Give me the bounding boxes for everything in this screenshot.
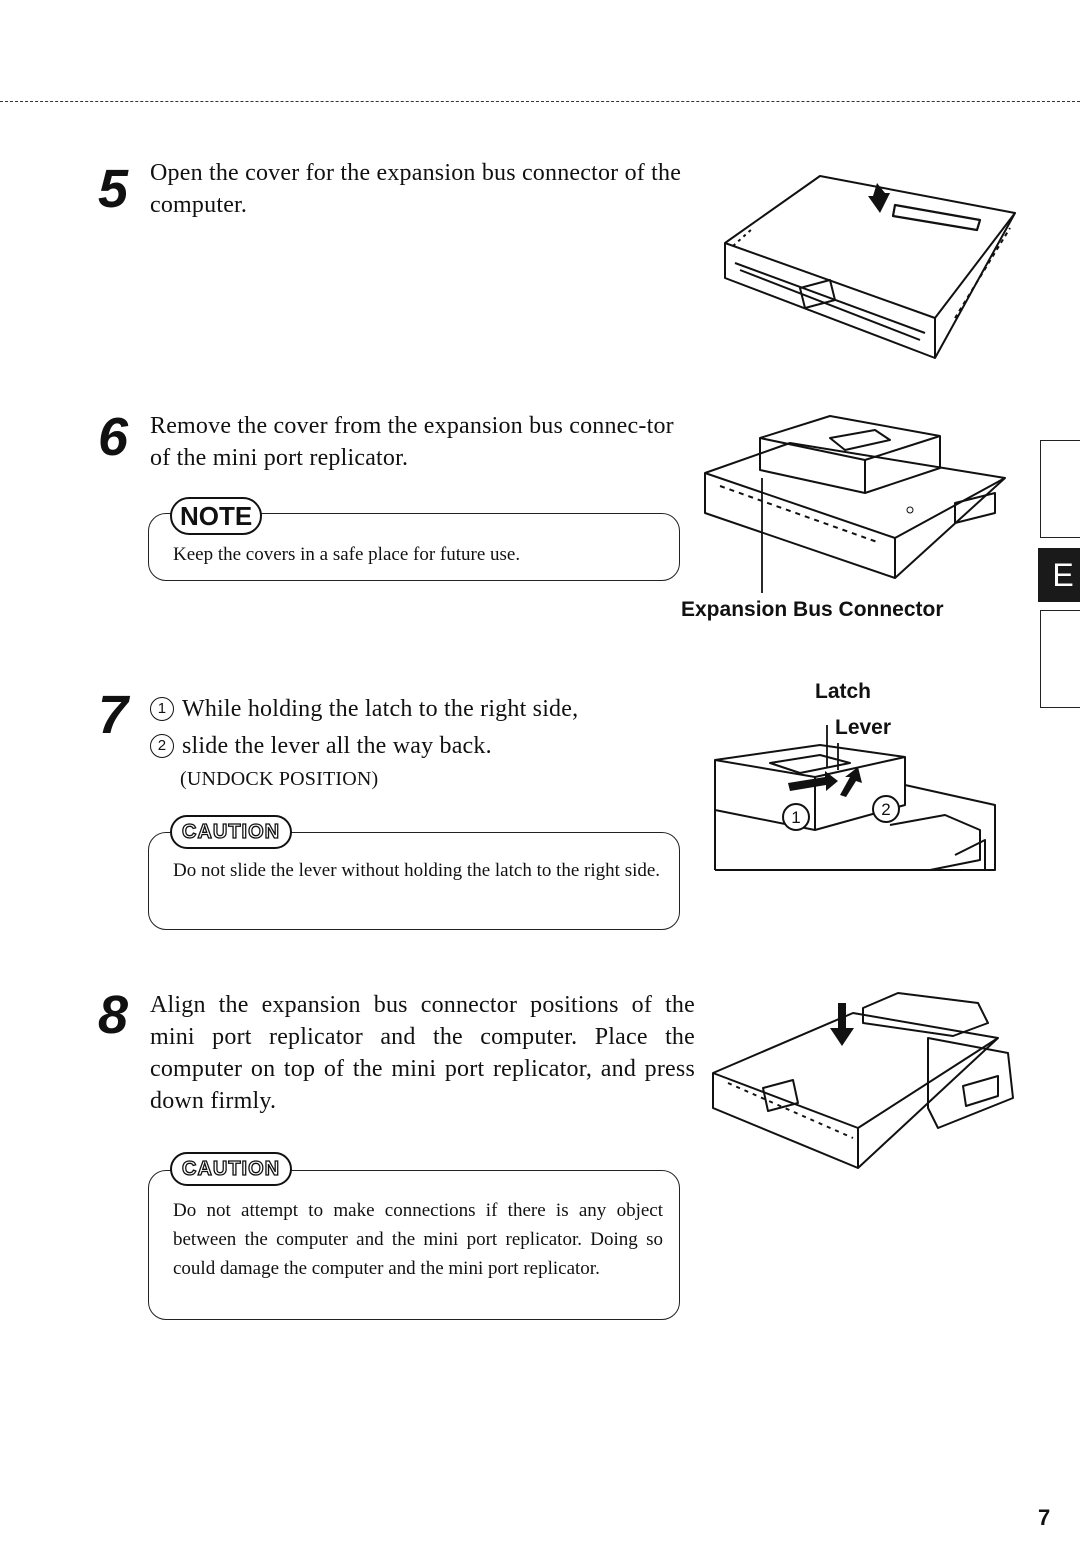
step-6-text: Remove the cover from the expansion bus connec-tor of the mini port replicator. [150, 413, 674, 471]
caution-text-2: Do not attempt to make connections if there is any object between the computer and the mini port replicator. Doing so could damage the computer and the mini port replicator. [173, 1200, 663, 1279]
caution-tag-2: CAUTION [170, 1152, 292, 1186]
docking-illustration [708, 988, 1018, 1178]
circled-2-marker: 2 [150, 734, 174, 758]
top-rule [0, 101, 1080, 102]
side-tab-lower [1040, 610, 1080, 708]
marker-2-text: 2 [881, 800, 891, 819]
expansion-bus-connector-label: Expansion Bus Connector [681, 598, 944, 621]
caution-text-1: Do not slide the lever without holding the latch to the right side. [173, 860, 661, 881]
step-6-number: 6 [98, 407, 129, 467]
replicator-illustration [700, 408, 1015, 593]
side-tab-upper [1040, 440, 1080, 538]
step-5-number: 5 [98, 159, 129, 219]
step-7-line-1-text: While holding the latch to the right side, [182, 696, 579, 722]
caution-tag-1: CAUTION [170, 815, 292, 849]
circled-1-marker: 1 [150, 697, 174, 721]
laptop-cover-illustration [715, 168, 1025, 368]
step-7-line-2-text: slide the lever all the way back. [182, 733, 492, 759]
arrow-up-icon [868, 183, 890, 213]
note-text: Keep the covers in a safe place for future use. [173, 544, 521, 565]
undock-position-text: (UNDOCK POSITION) [180, 768, 379, 790]
page-number: 7 [1038, 1505, 1051, 1530]
latch-label: Latch [815, 680, 872, 703]
step-7-line-2 [150, 730, 695, 762]
step-8-text: Align the expansion bus connector positions of the mini port replicator and the computer. Place the computer on top of the mini port replicator, and press down firmly. [150, 992, 695, 1114]
marker-1-text: 1 [791, 808, 801, 827]
lever-label: Lever [835, 716, 892, 739]
step-7-line-1 [150, 693, 695, 725]
side-tab-e: E [1038, 548, 1080, 602]
arrow-down-icon [830, 1003, 854, 1046]
step-7-number: 7 [98, 685, 129, 745]
latch-lever-illustration [700, 705, 1010, 880]
note-tag: NOTE [170, 497, 262, 535]
step-5-text: Open the cover for the expansion bus connector of the computer. [150, 160, 682, 218]
step-8-number: 8 [98, 985, 129, 1045]
